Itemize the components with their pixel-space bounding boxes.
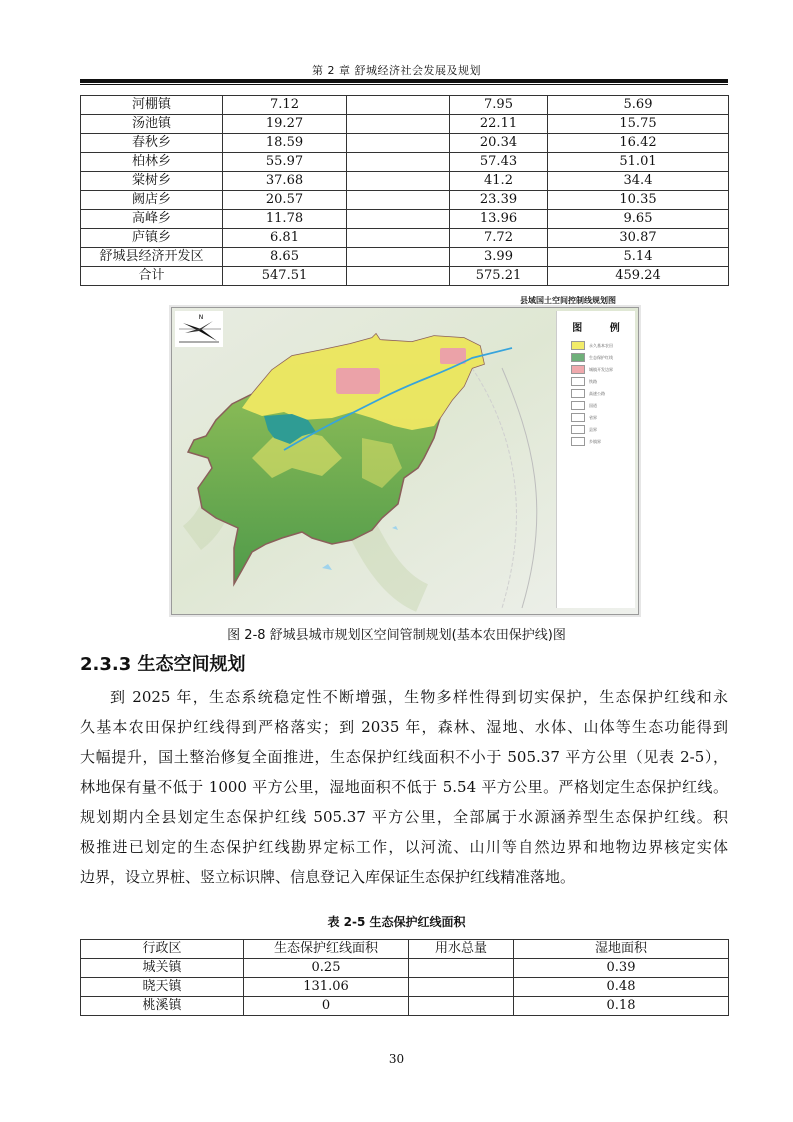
value-cell: 131.06 bbox=[244, 978, 409, 997]
value-cell: 5.69 bbox=[548, 96, 729, 115]
value-cell bbox=[347, 229, 450, 248]
value-cell bbox=[409, 997, 514, 1016]
value-cell: 11.78 bbox=[223, 210, 347, 229]
value-cell bbox=[347, 172, 450, 191]
value-cell: 34.4 bbox=[548, 172, 729, 191]
legend-item bbox=[571, 436, 635, 447]
legend-item bbox=[571, 364, 635, 375]
value-cell: 0.48 bbox=[514, 978, 729, 997]
table-row bbox=[81, 115, 729, 134]
value-cell: 7.12 bbox=[223, 96, 347, 115]
column-header: 生态保护红线面积 bbox=[244, 940, 409, 959]
legend-label: 高速公路 bbox=[589, 390, 605, 396]
paragraph-line: 边界，设立界桩、竖立标识牌、信息登记入库保证生态保护红线精准落地。 bbox=[80, 868, 576, 886]
value-cell: 37.68 bbox=[223, 172, 347, 191]
table-row bbox=[81, 959, 729, 978]
legend-swatch bbox=[571, 365, 585, 374]
legend-swatch bbox=[571, 341, 585, 350]
value-cell: 19.27 bbox=[223, 115, 347, 134]
urban-area bbox=[336, 368, 380, 394]
legend-label: 县界 bbox=[589, 426, 597, 432]
value-cell: 0.39 bbox=[514, 959, 729, 978]
value-cell: 3.99 bbox=[450, 248, 548, 267]
value-cell: 13.96 bbox=[450, 210, 548, 229]
paragraph-line: 林地保有量不低于 1000 平方公里，湿地面积不低于 5.54 平方公里。严格划定生态保护红线。 bbox=[80, 778, 728, 796]
table-row bbox=[81, 96, 729, 115]
legend-item bbox=[571, 388, 635, 399]
legend-label: 永久基本农田 bbox=[589, 342, 613, 348]
value-cell: 55.97 bbox=[223, 153, 347, 172]
table-row bbox=[81, 191, 729, 210]
value-cell bbox=[347, 153, 450, 172]
value-cell: 9.65 bbox=[548, 210, 729, 229]
value-cell: 459.24 bbox=[548, 267, 729, 286]
paragraph-line: 久基本农田保护红线得到严格落实；到 2035 年，森林、湿地、水体、山体等生态功能得到 bbox=[80, 718, 728, 736]
legend-item bbox=[571, 400, 635, 411]
value-cell: 51.01 bbox=[548, 153, 729, 172]
value-cell: 16.42 bbox=[548, 134, 729, 153]
region-cell: 汤池镇 bbox=[81, 115, 223, 134]
section-paragraph bbox=[80, 682, 728, 892]
map-title: 县域国土空间控制线规划图 bbox=[520, 296, 616, 305]
header-rule-thin bbox=[80, 84, 728, 85]
column-header: 湿地面积 bbox=[514, 940, 729, 959]
value-cell: 20.57 bbox=[223, 191, 347, 210]
compass-icon bbox=[183, 323, 217, 341]
value-cell bbox=[347, 115, 450, 134]
table-row bbox=[81, 210, 729, 229]
map-legend bbox=[556, 311, 635, 608]
value-cell: 18.59 bbox=[223, 134, 347, 153]
table-row bbox=[81, 172, 729, 191]
table-row bbox=[81, 248, 729, 267]
north-label: N bbox=[198, 314, 204, 321]
value-cell bbox=[347, 191, 450, 210]
value-cell: 7.72 bbox=[450, 229, 548, 248]
region-cell: 晓天镇 bbox=[81, 978, 244, 997]
legend-label: 省界 bbox=[589, 414, 597, 420]
legend-swatch bbox=[571, 425, 585, 434]
value-cell: 20.34 bbox=[450, 134, 548, 153]
table-row bbox=[81, 134, 729, 153]
value-cell: 10.35 bbox=[548, 191, 729, 210]
legend-label: 国道 bbox=[589, 402, 597, 408]
region-cell: 柏林乡 bbox=[81, 153, 223, 172]
legend-item bbox=[571, 352, 635, 363]
table-header-row bbox=[81, 940, 729, 959]
legend-item bbox=[571, 340, 635, 351]
value-cell: 575.21 bbox=[450, 267, 548, 286]
value-cell: 547.51 bbox=[223, 267, 347, 286]
value-cell: 57.43 bbox=[450, 153, 548, 172]
region-cell: 庐镇乡 bbox=[81, 229, 223, 248]
value-cell: 41.2 bbox=[450, 172, 548, 191]
eco-redline-table bbox=[80, 939, 729, 1016]
legend-swatch bbox=[571, 413, 585, 422]
paragraph-line: 规划期内全县划定生态保护红线 505.37 平方公里，全部属于水源涵养型生态保护红线。积 bbox=[80, 808, 728, 826]
value-cell bbox=[347, 267, 450, 286]
legend-title: 图 例 bbox=[572, 323, 632, 334]
value-cell: 30.87 bbox=[548, 229, 729, 248]
column-header: 用水总量 bbox=[409, 940, 514, 959]
compass-scale-box bbox=[175, 311, 223, 347]
value-cell bbox=[347, 210, 450, 229]
township-area-table bbox=[80, 95, 729, 286]
region-cell: 舒城县经济开发区 bbox=[81, 248, 223, 267]
value-cell: 23.39 bbox=[450, 191, 548, 210]
header-rule-thick bbox=[80, 79, 728, 83]
value-cell bbox=[409, 978, 514, 997]
value-cell: 8.65 bbox=[223, 248, 347, 267]
value-cell: 0.25 bbox=[244, 959, 409, 978]
table-row bbox=[81, 229, 729, 248]
value-cell bbox=[347, 134, 450, 153]
figure-caption: 图 2-8 舒城县城市规划区空间管制规划(基本农田保护线)图 bbox=[227, 628, 566, 643]
value-cell bbox=[409, 959, 514, 978]
legend-item bbox=[571, 376, 635, 387]
legend-swatch bbox=[571, 437, 585, 446]
section-heading: 2.3.3 生态空间规划 bbox=[80, 654, 246, 675]
region-cell: 河棚镇 bbox=[81, 96, 223, 115]
legend-swatch bbox=[571, 377, 585, 386]
region-cell: 阙店乡 bbox=[81, 191, 223, 210]
county-control-line-map bbox=[171, 307, 639, 615]
value-cell: 0 bbox=[244, 997, 409, 1016]
region-cell: 城关镇 bbox=[81, 959, 244, 978]
legend-label: 生态保护红线 bbox=[589, 354, 613, 360]
legend-swatch bbox=[571, 389, 585, 398]
legend-label: 城镇开发边界 bbox=[589, 366, 613, 372]
legend-swatch bbox=[571, 401, 585, 410]
table-row bbox=[81, 978, 729, 997]
table-row bbox=[81, 997, 729, 1016]
value-cell: 15.75 bbox=[548, 115, 729, 134]
value-cell: 6.81 bbox=[223, 229, 347, 248]
table-caption: 表 2-5 生态保护红线面积 bbox=[327, 915, 466, 929]
column-header: 行政区 bbox=[81, 940, 244, 959]
region-cell: 高峰乡 bbox=[81, 210, 223, 229]
region-cell: 春秋乡 bbox=[81, 134, 223, 153]
legend-item bbox=[571, 424, 635, 435]
table-row bbox=[81, 153, 729, 172]
value-cell: 7.95 bbox=[450, 96, 548, 115]
table-row bbox=[81, 267, 729, 286]
legend-label: 乡镇界 bbox=[589, 438, 601, 444]
value-cell bbox=[347, 248, 450, 267]
paragraph-line: 大幅提升，国土整治修复全面推进，生态保护红线面积不小于 505.37 平方公里（见表 2-5）， bbox=[80, 748, 728, 766]
value-cell: 22.11 bbox=[450, 115, 548, 134]
chapter-header: 第 2 章 舒城经济社会发展及规划 bbox=[312, 64, 481, 77]
legend-swatch bbox=[571, 353, 585, 362]
region-cell: 合计 bbox=[81, 267, 223, 286]
value-cell bbox=[347, 96, 450, 115]
compass-icon-arm bbox=[185, 321, 213, 333]
urban-area bbox=[440, 348, 466, 364]
region-cell: 桃溪镇 bbox=[81, 997, 244, 1016]
legend-item bbox=[571, 412, 635, 423]
page-number: 30 bbox=[388, 1052, 405, 1066]
region-cell: 棠树乡 bbox=[81, 172, 223, 191]
paragraph-line: 极推进已划定的生态保护红线勘界定标工作，以河流、山川等自然边界和地物边界核定实体 bbox=[80, 838, 728, 856]
value-cell: 0.18 bbox=[514, 997, 729, 1016]
value-cell: 5.14 bbox=[548, 248, 729, 267]
legend-label: 铁路 bbox=[589, 378, 597, 384]
paragraph-line: 到 2025 年，生态系统稳定性不断增强，生物多样性得到切实保护，生态保护红线和永 bbox=[110, 688, 728, 706]
